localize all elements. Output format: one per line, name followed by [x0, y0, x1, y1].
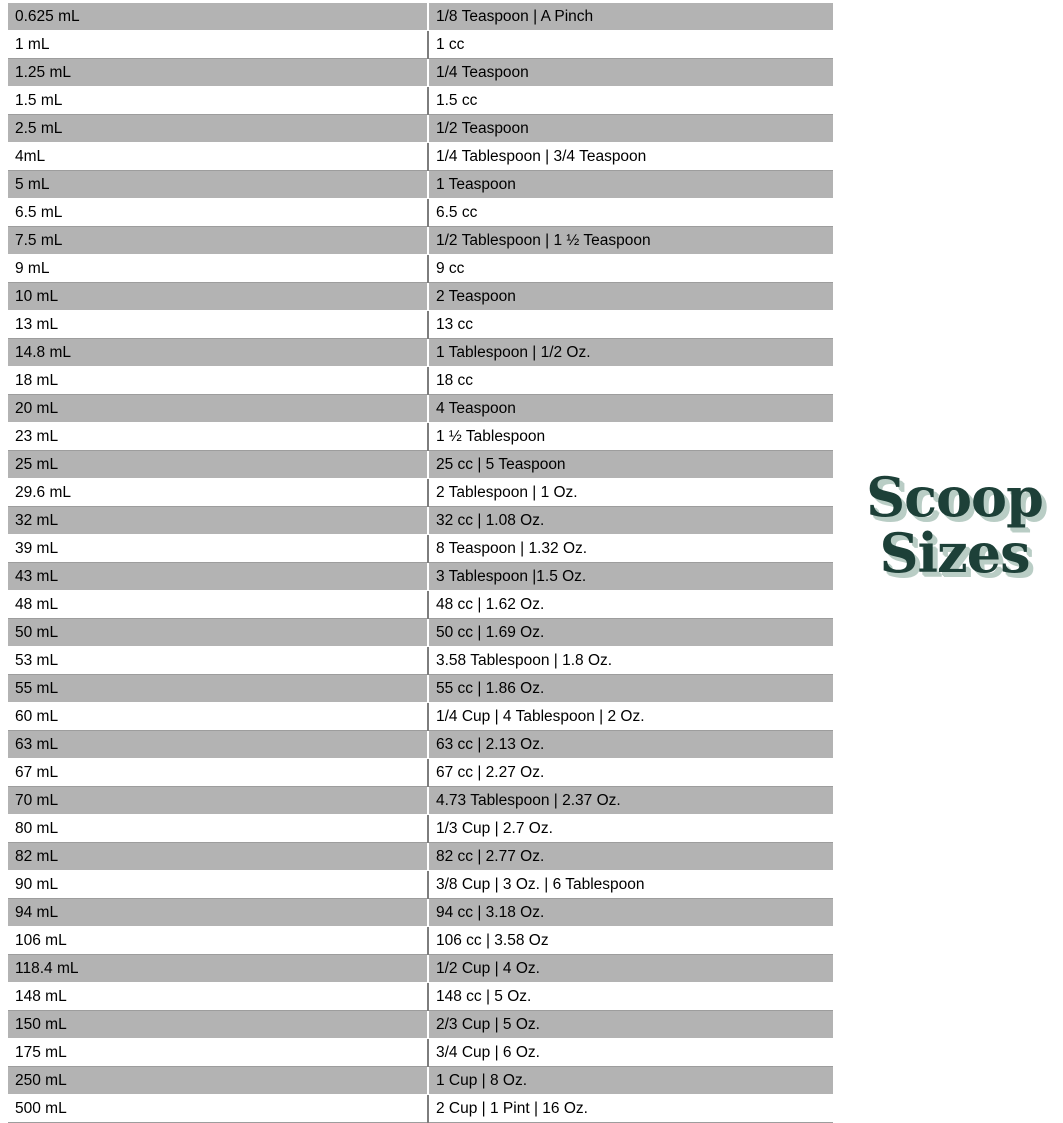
- cell-equivalent: 3/4 Cup | 6 Oz.: [428, 1039, 833, 1067]
- cell-equivalent: 1/2 Cup | 4 Oz.: [428, 955, 833, 983]
- cell-equivalent: 55 cc | 1.86 Oz.: [428, 675, 833, 703]
- cell-equivalent: 25 cc | 5 Teaspoon: [428, 451, 833, 479]
- table-row: [8, 339, 833, 367]
- cell-volume-ml: 14.8 mL: [8, 339, 428, 367]
- cell-equivalent: 1/4 Tablespoon | 3/4 Teaspoon: [428, 143, 833, 171]
- cell-equivalent: 13 cc: [428, 311, 833, 339]
- table-row: [8, 871, 833, 899]
- cell-equivalent: 67 cc | 2.27 Oz.: [428, 759, 833, 787]
- cell-equivalent: 32 cc | 1.08 Oz.: [428, 507, 833, 535]
- cell-equivalent: 106 cc | 3.58 Oz: [428, 927, 833, 955]
- cell-volume-ml: 32 mL: [8, 507, 428, 535]
- table-row: [8, 759, 833, 787]
- table-row: [8, 647, 833, 675]
- cell-equivalent: 1/2 Tablespoon | 1 ½ Teaspoon: [428, 227, 833, 255]
- table-row: [8, 1011, 833, 1039]
- cell-volume-ml: 18 mL: [8, 367, 428, 395]
- cell-volume-ml: 0.625 mL: [8, 3, 428, 31]
- cell-equivalent: 2/3 Cup | 5 Oz.: [428, 1011, 833, 1039]
- page-title-line-2: Sizes: [879, 521, 1030, 585]
- table-row: [8, 703, 833, 731]
- table-row: [8, 143, 833, 171]
- cell-equivalent: 1.5 cc: [428, 87, 833, 115]
- cell-volume-ml: 50 mL: [8, 619, 428, 647]
- table-row: [8, 675, 833, 703]
- cell-equivalent: 1 Cup | 8 Oz.: [428, 1067, 833, 1095]
- table-row: [8, 955, 833, 983]
- table-row: [8, 423, 833, 451]
- cell-volume-ml: 9 mL: [8, 255, 428, 283]
- cell-volume-ml: 90 mL: [8, 871, 428, 899]
- scoop-size-conversion-table: [8, 3, 833, 1123]
- title-block: [852, 465, 1057, 585]
- table-row: [8, 3, 833, 31]
- cell-volume-ml: 25 mL: [8, 451, 428, 479]
- cell-equivalent: 50 cc | 1.69 Oz.: [428, 619, 833, 647]
- cell-equivalent: 2 Cup | 1 Pint | 16 Oz.: [428, 1095, 833, 1123]
- table-row: [8, 367, 833, 395]
- table-row: [8, 31, 833, 59]
- cell-volume-ml: 1.5 mL: [8, 87, 428, 115]
- table-row: [8, 227, 833, 255]
- cell-volume-ml: 150 mL: [8, 1011, 428, 1039]
- cell-equivalent: 4.73 Tablespoon | 2.37 Oz.: [428, 787, 833, 815]
- cell-volume-ml: 53 mL: [8, 647, 428, 675]
- cell-volume-ml: 94 mL: [8, 899, 428, 927]
- cell-volume-ml: 10 mL: [8, 283, 428, 311]
- table-body: [8, 3, 833, 1123]
- cell-equivalent: 3 Tablespoon |1.5 Oz.: [428, 563, 833, 591]
- cell-volume-ml: 67 mL: [8, 759, 428, 787]
- cell-volume-ml: 4mL: [8, 143, 428, 171]
- table-row: [8, 787, 833, 815]
- cell-equivalent: 1 ½ Tablespoon: [428, 423, 833, 451]
- cell-volume-ml: 60 mL: [8, 703, 428, 731]
- cell-volume-ml: 250 mL: [8, 1067, 428, 1095]
- cell-equivalent: 48 cc | 1.62 Oz.: [428, 591, 833, 619]
- cell-volume-ml: 1.25 mL: [8, 59, 428, 87]
- cell-equivalent: 1 cc: [428, 31, 833, 59]
- cell-volume-ml: 7.5 mL: [8, 227, 428, 255]
- cell-volume-ml: 175 mL: [8, 1039, 428, 1067]
- table-row: [8, 927, 833, 955]
- table-row: [8, 283, 833, 311]
- table-row: [8, 983, 833, 1011]
- cell-volume-ml: 29.6 mL: [8, 479, 428, 507]
- cell-volume-ml: 1 mL: [8, 31, 428, 59]
- cell-volume-ml: 500 mL: [8, 1095, 428, 1123]
- cell-volume-ml: 39 mL: [8, 535, 428, 563]
- cell-equivalent: 4 Teaspoon: [428, 395, 833, 423]
- table-row: [8, 479, 833, 507]
- table-row: [8, 87, 833, 115]
- table-row: [8, 59, 833, 87]
- cell-volume-ml: 2.5 mL: [8, 115, 428, 143]
- cell-equivalent: 1/4 Teaspoon: [428, 59, 833, 87]
- table-row: [8, 115, 833, 143]
- table-row: [8, 815, 833, 843]
- table-row: [8, 395, 833, 423]
- cell-equivalent: 3.58 Tablespoon | 1.8 Oz.: [428, 647, 833, 675]
- table-row: [8, 451, 833, 479]
- cell-volume-ml: 70 mL: [8, 787, 428, 815]
- cell-equivalent: 1/2 Teaspoon: [428, 115, 833, 143]
- cell-volume-ml: 148 mL: [8, 983, 428, 1011]
- cell-equivalent: 82 cc | 2.77 Oz.: [428, 843, 833, 871]
- cell-volume-ml: 63 mL: [8, 731, 428, 759]
- table-row: [8, 507, 833, 535]
- table-row: [8, 1067, 833, 1095]
- cell-equivalent: 1 Tablespoon | 1/2 Oz.: [428, 339, 833, 367]
- cell-volume-ml: 23 mL: [8, 423, 428, 451]
- cell-equivalent: 18 cc: [428, 367, 833, 395]
- table-row: [8, 843, 833, 871]
- cell-equivalent: 148 cc | 5 Oz.: [428, 983, 833, 1011]
- cell-volume-ml: 82 mL: [8, 843, 428, 871]
- table-row: [8, 731, 833, 759]
- cell-volume-ml: 5 mL: [8, 171, 428, 199]
- table-row: [8, 535, 833, 563]
- cell-volume-ml: 43 mL: [8, 563, 428, 591]
- table-row: [8, 899, 833, 927]
- cell-equivalent: 6.5 cc: [428, 199, 833, 227]
- page-title-line-1: Scoop: [866, 465, 1043, 529]
- cell-equivalent: 63 cc | 2.13 Oz.: [428, 731, 833, 759]
- table-row: [8, 591, 833, 619]
- cell-volume-ml: 55 mL: [8, 675, 428, 703]
- cell-equivalent: 2 Teaspoon: [428, 283, 833, 311]
- table-row: [8, 199, 833, 227]
- table-row: [8, 1095, 833, 1123]
- cell-volume-ml: 20 mL: [8, 395, 428, 423]
- cell-equivalent: 1/3 Cup | 2.7 Oz.: [428, 815, 833, 843]
- cell-equivalent: 94 cc | 3.18 Oz.: [428, 899, 833, 927]
- table-row: [8, 563, 833, 591]
- table-row: [8, 171, 833, 199]
- cell-equivalent: 1 Teaspoon: [428, 171, 833, 199]
- cell-equivalent: 1/4 Cup | 4 Tablespoon | 2 Oz.: [428, 703, 833, 731]
- table-row: [8, 619, 833, 647]
- cell-equivalent: 8 Teaspoon | 1.32 Oz.: [428, 535, 833, 563]
- table-row: [8, 255, 833, 283]
- cell-equivalent: 3/8 Cup | 3 Oz. | 6 Tablespoon: [428, 871, 833, 899]
- cell-volume-ml: 48 mL: [8, 591, 428, 619]
- cell-equivalent: 2 Tablespoon | 1 Oz.: [428, 479, 833, 507]
- cell-equivalent: 9 cc: [428, 255, 833, 283]
- cell-volume-ml: 118.4 mL: [8, 955, 428, 983]
- cell-volume-ml: 106 mL: [8, 927, 428, 955]
- cell-equivalent: 1/8 Teaspoon | A Pinch: [428, 3, 833, 31]
- table-row: [8, 311, 833, 339]
- cell-volume-ml: 80 mL: [8, 815, 428, 843]
- table-row: [8, 1039, 833, 1067]
- cell-volume-ml: 13 mL: [8, 311, 428, 339]
- cell-volume-ml: 6.5 mL: [8, 199, 428, 227]
